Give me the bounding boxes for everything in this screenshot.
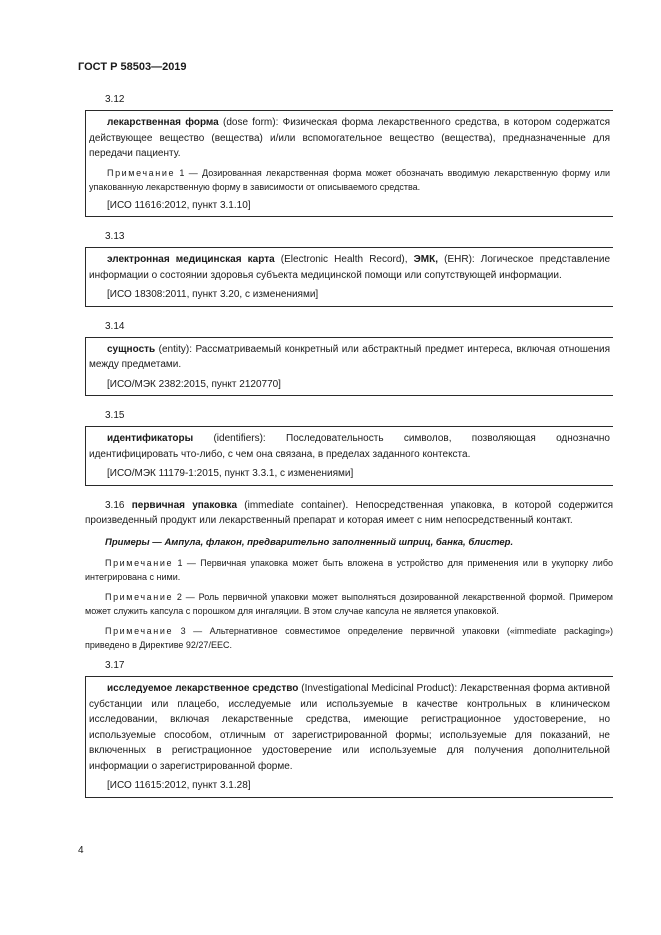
term: идентификаторы	[107, 433, 194, 444]
source-reference: [ИСО/МЭК 11179-1:2015, пункт 3.3.1, с изменениями]	[107, 468, 354, 479]
note-text: 1 — Первичная упаковка может быть вложена в устройство для применения или в укупорку либо интегрирована с ними.	[85, 558, 613, 582]
document-header: ГОСТ Р 58503—2019	[78, 61, 187, 73]
clause-number: 3.15	[105, 410, 125, 421]
note	[85, 556, 613, 584]
clause-number-inline: 3.16	[105, 499, 125, 511]
term-translation: (Electronic Health Record),	[274, 254, 414, 265]
definition-text	[89, 431, 610, 462]
clause-number: 3.13	[105, 231, 125, 242]
term: электронная медицинская карта	[107, 254, 275, 265]
term-abbreviation: ЭМК,	[413, 254, 438, 265]
definition-text	[89, 342, 610, 373]
note-text: 1 — Дозированная лекарственная форма может обозначать вводимую лекарственную форму или упакованную лекарственную форму в зависимости от описываемого средства.	[89, 167, 610, 192]
term: первичная упаковка	[131, 499, 238, 511]
definition: (EHR): Логическое представление информации о состоянии здоровья субъекта медицинской помощи или сопутствующей информации.	[89, 254, 610, 281]
term: исследуемое лекарственное средство	[107, 683, 299, 694]
definition-box	[85, 110, 613, 217]
definition-box	[85, 426, 613, 486]
source-reference: [ИСО 11616:2012, пункт 3.1.10]	[107, 199, 251, 211]
definition: (immediate container). Непосредственная упаковка, в которой содержится произведенный продукт или лекарственный препарат и которая имеет с ним непосредственный контакт.	[85, 499, 613, 526]
definition-text	[89, 252, 610, 283]
examples: Примеры — Ампула, флакон, предварительно заполненный шприц, банка, блистер.	[105, 536, 514, 548]
note-text: 2 — Роль первичной упаковки может выполняться дозированной лекарственной формой. Примером может служить капсула с порошком для ингаляции. В этом случае капсула не является упаковкой.	[85, 592, 613, 616]
definition-box	[85, 337, 613, 397]
source-reference: [ИСО/МЭК 2382:2015, пункт 2120770]	[107, 378, 281, 390]
page-number: 4	[78, 845, 84, 856]
document-body	[85, 92, 613, 810]
clause-number: 3.14	[105, 320, 125, 332]
definition-box	[85, 676, 613, 798]
plain-clause	[85, 498, 613, 653]
note-text: 3 — Альтернативное совместимое определение первичной упаковки («immediate packaging») приведено в Директиве 92/27/ЕЕС.	[85, 626, 613, 650]
source-reference: [ИСО 18308:2011, пункт 3.20, с изменениями]	[107, 289, 319, 300]
note-label: Примечание	[105, 558, 174, 568]
term: лекарственная форма	[107, 117, 219, 128]
note	[85, 590, 613, 618]
clause-number: 3.17	[105, 660, 125, 671]
definition-text	[85, 498, 613, 529]
note	[89, 166, 610, 194]
definition-box	[85, 247, 613, 307]
term: сущность	[107, 343, 156, 355]
definition-text	[89, 115, 610, 162]
definition: (dose form): Физическая форма лекарственного средства, в котором содержатся действующее вещество (вещества) и/или вспомогательное вещество (вещества), предназначенные для передачи пациенту.	[89, 117, 610, 159]
note-label: Примечание	[105, 592, 174, 602]
definition: (identifiers): Последовательность символов, позволяющая однозначно идентифицировать что-либо, с чем она связана, в пределах заданного контекста.	[89, 433, 610, 460]
definition: (entity): Рассматриваемый конкретный или абстрактный предмет интереса, включая отношения между предметами.	[89, 343, 610, 370]
definition-text	[89, 681, 610, 774]
note-label: Примечание	[107, 167, 176, 178]
definition: (Investigational Medicinal Product): Лекарственная форма активной субстанции или плацебо, исследуемые или используемые в качестве контрольных в клиническом исследовании, включая лекарственные средства, имеющие регистрационное удостоверение, но используемые способом, отличным от зарегистрированной формы; используемые для показаний, не включенных в регистрационное удостоверение или используемые для получения дополнительной информации о зарегистрированной форме.	[89, 683, 610, 772]
note-label: Примечание	[105, 626, 174, 636]
source-reference: [ИСО 11615:2012, пункт 3.1.28]	[107, 780, 251, 791]
clause-number: 3.12	[105, 94, 125, 105]
note	[85, 624, 613, 652]
